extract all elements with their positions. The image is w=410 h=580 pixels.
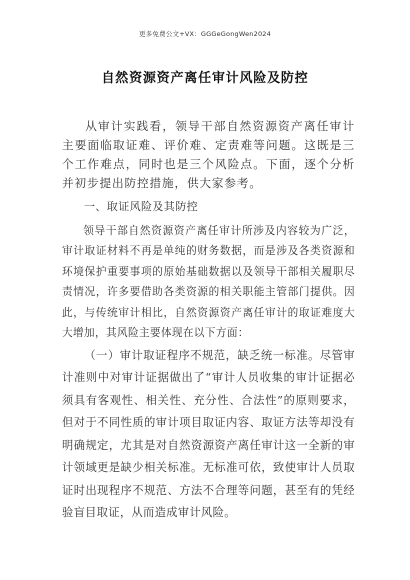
page-title: 自然资源资产离任审计风险及防控 — [101, 71, 309, 86]
section-heading: 一、取证风险及其防控 — [84, 200, 198, 213]
paragraph-detail: （一）审计取证程序不规范，缺乏统一标准。尽管审计准则中对审计证据做出了“审计人员收集的审计证据必须具有客观性、相关性、充分性、合法性”的原则要求，但对于不同性质的审计项目取证内容、取证方法等却没有明确规定，尤其是对自然资源资产离任审计这一全新的审计领域更是缺少相关标准。无标准可依，致使审计人员取证时出现程序不规范、方法不合理等问题，甚至有的凭经验盲目取证，从而造成审计风险。 — [62, 348, 355, 519]
paragraph-body: 领导干部自然资源资产离任审计所涉及内容较为广泛，审计取证材料不再是单纯的财务数据，而是涉及各类资源和环境保护重要事项的原始基础数据以及领导干部相关履职尽责情况，许多要借助各类资源的相关职能主管部门提供。因此，与传统审计相比，自然资源资产离任审计的取证难度大大增加，其风险主要体现在以下方面： — [62, 224, 355, 339]
document-body — [62, 117, 355, 525]
paragraph-intro: 从审计实践看，领导干部自然资源资产离任审计主要面临取证难、评价难、定责难等问题。这既是三个工作难点，同时也是三个风险点。下面，逐个分析并初步提出防控措施，供大家参考。 — [62, 119, 355, 190]
header-note: 更多免费公文+VX：GGGeGongWen2024 — [139, 30, 271, 38]
